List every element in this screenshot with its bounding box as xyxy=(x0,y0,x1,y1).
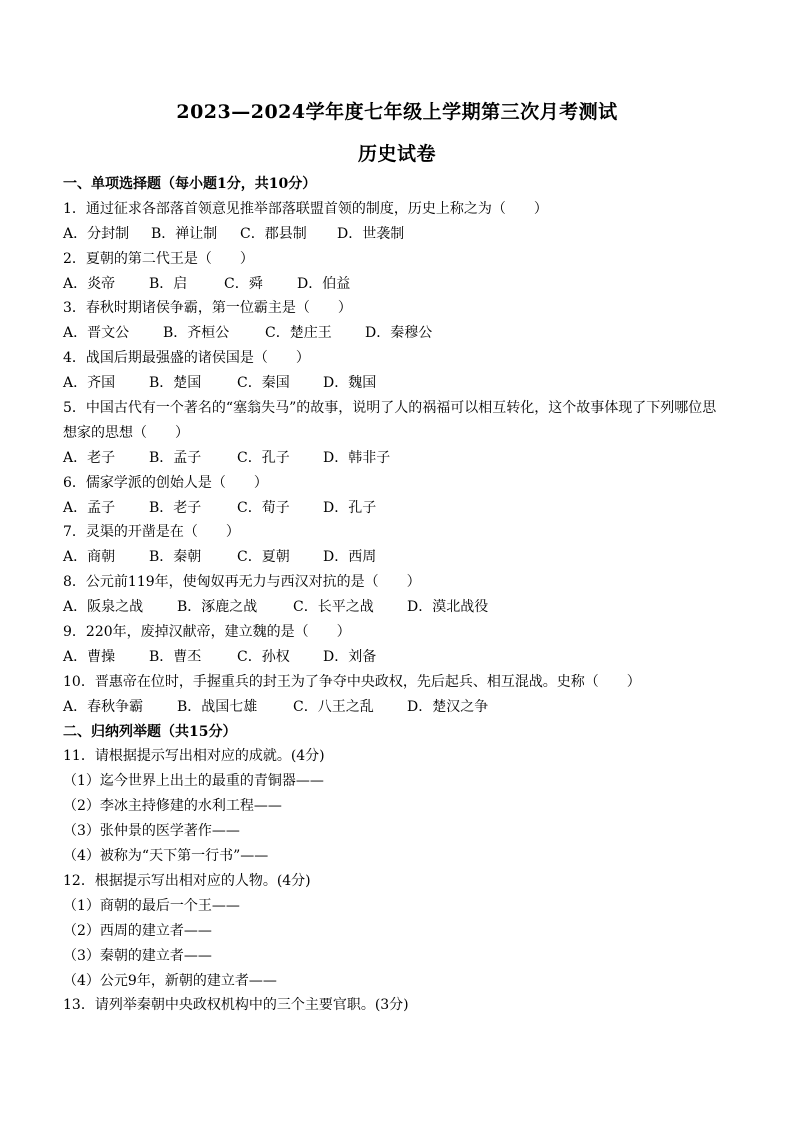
option: A．曹操 xyxy=(63,648,116,665)
question-options xyxy=(63,695,743,720)
option: B．老子 xyxy=(149,499,202,516)
question-item: （4）被称为“天下第一行书”—— xyxy=(63,848,269,865)
question-options xyxy=(63,545,743,570)
option: C．夏朝 xyxy=(237,549,290,566)
question-item: （2）西周的建立者—— xyxy=(63,922,212,939)
option: D．孔子 xyxy=(323,499,377,516)
question-stem: 8．公元前119年，使匈奴再无力与西汉对抗的是（ ） xyxy=(63,574,421,591)
option: A．分封制 xyxy=(63,225,130,242)
option: A．炎帝 xyxy=(63,275,116,292)
option: B．涿鹿之战 xyxy=(177,599,258,616)
option: D．世袭制 xyxy=(337,225,405,242)
question-stem: 11．请根据提示写出相对应的成就。(4分) xyxy=(63,748,325,765)
option: D．秦穆公 xyxy=(365,325,433,342)
question-stem: 2．夏朝的第二代王是（ ） xyxy=(63,250,254,267)
option: C．郡县制 xyxy=(240,225,307,242)
option: A．春秋争霸 xyxy=(63,698,144,715)
option: C．孔子 xyxy=(237,449,290,466)
option: B．禅让制 xyxy=(151,225,218,242)
option: A．晋文公 xyxy=(63,325,130,342)
option: B．启 xyxy=(149,275,188,292)
question-stem: 3．春秋时期诸侯争霸，第一位霸主是（ ） xyxy=(63,300,352,317)
option: C．秦国 xyxy=(237,375,290,392)
question-stem: 7．灵渠的开凿是在（ ） xyxy=(63,524,240,541)
question-item: （3）张仲景的医学著作—— xyxy=(63,823,240,840)
option: B．战国七雄 xyxy=(177,698,258,715)
option: A．商朝 xyxy=(63,549,116,566)
question-stem: 6．儒家学派的创始人是（ ） xyxy=(63,474,268,491)
option: C．八王之乱 xyxy=(293,698,374,715)
question-options xyxy=(63,496,743,521)
question-stem: 12．根据提示写出相对应的人物。(4分) xyxy=(63,872,311,889)
question-stem: 10．晋惠帝在位时，手握重兵的封王为了争夺中央政权，先后起兵、相互混战。史称（ ） xyxy=(63,673,641,690)
option: D．楚汉之争 xyxy=(407,698,489,715)
option: B．齐桓公 xyxy=(163,325,230,342)
option: D．伯益 xyxy=(297,275,351,292)
question-options xyxy=(63,272,743,297)
question-options xyxy=(63,321,743,346)
question-stem: 9．220年，废掉汉献帝，建立魏的是（ ） xyxy=(63,624,351,641)
question-item: （4）公元9年，新朝的建立者—— xyxy=(63,972,277,989)
option: A．老子 xyxy=(63,449,116,466)
question-stem: 1．通过征求各部落首领意见推举部落联盟首领的制度，历史上称之为（ ） xyxy=(63,200,548,217)
question-options xyxy=(63,222,743,247)
option: A．齐国 xyxy=(63,375,116,392)
question-options xyxy=(63,645,743,670)
option: B．楚国 xyxy=(149,375,202,392)
exam-content xyxy=(63,172,743,1018)
question-options xyxy=(63,371,743,396)
section-heading: 二、归纳列举题（共15分） xyxy=(63,723,237,740)
option: C．孙权 xyxy=(237,648,290,665)
question-item: （1）商朝的最后一个王—— xyxy=(63,897,240,914)
option: D．漠北战役 xyxy=(407,599,489,616)
option: C．荀子 xyxy=(237,499,290,516)
question-options xyxy=(63,595,743,620)
section-heading: 一、单项选择题（每小题1分，共10分） xyxy=(63,176,317,192)
question-options xyxy=(63,446,743,471)
option: C．舜 xyxy=(224,275,263,292)
option: B．曹丕 xyxy=(149,648,202,665)
page-title: 2023—2024学年度七年级上学期第三次月考测试 xyxy=(176,101,618,123)
question-item: （2）李冰主持修建的水利工程—— xyxy=(63,798,282,815)
page-subtitle: 历史试卷 xyxy=(357,143,436,165)
question-stem: 4．战国后期最强盛的诸侯国是（ ） xyxy=(63,350,310,367)
option: A．孟子 xyxy=(63,499,116,516)
option: C．长平之战 xyxy=(293,599,374,616)
question-item: （1）迄今世界上出土的最重的青铜器—— xyxy=(63,773,324,790)
option: C．楚庄王 xyxy=(265,325,332,342)
option: D．魏国 xyxy=(323,375,377,392)
question-item: （3）秦朝的建立者—— xyxy=(63,947,212,964)
option: B．孟子 xyxy=(149,449,202,466)
question-stem: 5．中国古代有一个著名的“塞翁失马”的故事，说明了人的祸福可以相互转化，这个故事体现了下列哪位思 xyxy=(63,400,717,417)
question-stem-continued: 想家的思想（ ） xyxy=(63,424,189,441)
option: B．秦朝 xyxy=(149,549,202,566)
option: D．韩非子 xyxy=(323,449,391,466)
option: D．刘备 xyxy=(323,648,377,665)
question-stem: 13．请列举秦朝中央政权机构中的三个主要官职。(3分) xyxy=(63,997,409,1014)
option: D．西周 xyxy=(323,549,377,566)
option: A．阪泉之战 xyxy=(63,599,144,616)
